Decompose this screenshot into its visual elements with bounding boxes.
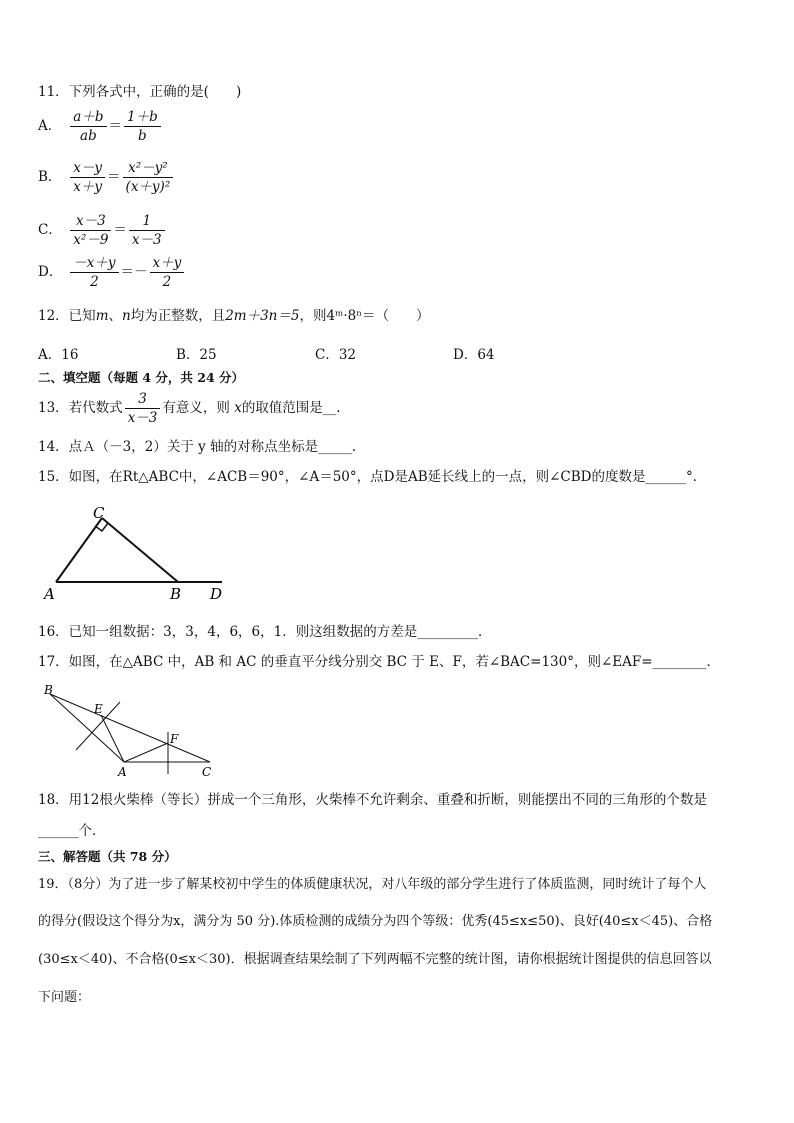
q11-option-c: C． $\frac{x-3}{\text{x²－9}}$ ＝ $\frac{1}{x-3}$	[38, 212, 167, 249]
label-a: A	[44, 585, 55, 603]
fraction: $\frac{1+b}{b}$	[124, 108, 161, 145]
option-label: C．	[38, 222, 62, 238]
section-solution-heading: 三、解答题（共 78 分）	[38, 849, 177, 864]
q19-line3: (30≤x＜40)、不合格(0≤x＜30)．根据调查结果绘制了下列两幅不完整的统计图，请你根据统计图提供的信息回答以	[38, 952, 712, 967]
option-label: D．	[38, 264, 63, 280]
fraction: $\frac{\text{x²－y²}}{\text{(x＋y)²}}$	[123, 159, 174, 196]
q12-option-d: D．64	[453, 347, 495, 363]
fraction: $\frac{x-3}{\text{x²－9}}$	[70, 212, 111, 249]
option-label: A．	[38, 118, 62, 134]
label-d: D	[210, 585, 223, 603]
q11-option-d: D． $\frac{-x+y}{2}$ ＝－ $\frac{x+y}{2}$	[38, 254, 186, 291]
fraction: $\frac{1}{x-3}$	[129, 212, 165, 249]
q19-line4: 下问题：	[38, 990, 91, 1005]
q15: 15．如图，在Rt△ABC中，∠ACB＝90°，∠A＝50°，点D是AB延长线上的一点，则∠CBD的度数是______°．	[38, 469, 707, 485]
q18-line2: ______个．	[38, 823, 106, 839]
q19-line1: 19．（8分）为了进一步了解某校初中学生的体质健康状况，对八年级的部分学生进行了体质监测，同时统计了每个人	[38, 877, 707, 892]
fraction: $\frac{-x+y}{2}$	[70, 254, 118, 291]
fraction: $\frac{x+y}{2}$	[150, 254, 185, 291]
q11-option-b: B． $\frac{x-y}{x+y}$ ＝ $\frac{\text{x²－y²}}{\text{(x＋y)²}}$	[38, 159, 175, 196]
q12-option-a: A．16	[38, 347, 79, 363]
q19-line2: 的得分(假设这个得分为x，满分为 50 分).体质检测的成绩分为四个等级：优秀(45≤x≤50)、良好(40≤x＜45)、合格	[38, 914, 713, 929]
label-f: F	[170, 732, 179, 746]
fraction: $\frac{3}{x-3}$	[125, 390, 161, 427]
fraction: $\frac{a+b}{ab}$	[70, 108, 106, 145]
option-label: B．	[38, 169, 62, 185]
label-a: A	[118, 765, 127, 779]
q12-option-b: B．25	[176, 347, 217, 363]
q12-option-c: C．32	[315, 347, 357, 363]
label-c: C	[202, 765, 212, 779]
label-e: E	[94, 702, 103, 716]
label-b: B	[170, 585, 182, 603]
label-c: C	[93, 504, 105, 522]
q18-line1: 18．用12根火柴棒（等长）拼成一个三角形，火柴棒不允许剩余、重叠和折断，则能摆出不同的三角形的个数是	[38, 792, 707, 808]
q11-stem: 11．下列各式中，正确的是( )	[38, 84, 242, 100]
q13: 13．若代数式 $\frac{3}{x-3}$ 有意义，则 x的取值范围是__.	[38, 391, 341, 426]
q14: 14．点Ａ（－3，2）关于 y 轴的对称点坐标是_____.	[38, 439, 357, 455]
q11-option-a: A． $\frac{a+b}{ab}$ ＝ $\frac{1+b}{b}$	[38, 108, 163, 145]
q12-stem: 12．已知m、n均为正整数，且2m＋3n＝5，则4ᵐ·8ⁿ＝（ ）	[38, 308, 430, 324]
q16: 16．已知一组数据：3，3，4，6，6，1．则这组数据的方差是_________．	[38, 624, 492, 640]
q17-triangle-figure	[38, 680, 228, 780]
label-b: B	[44, 683, 53, 697]
fraction: $\frac{x-y}{x+y}$	[70, 159, 105, 196]
q17: 17．如图，在△ABC 中，AB 和 AC 的垂直平分线分别交 BC 于 E、F，若∠BAC=130°，则∠EAF=________．	[38, 654, 721, 670]
q15-triangle-figure	[38, 500, 238, 608]
section-fill-in-heading: 二、填空题（每题 4 分，共 24 分）	[38, 370, 245, 385]
